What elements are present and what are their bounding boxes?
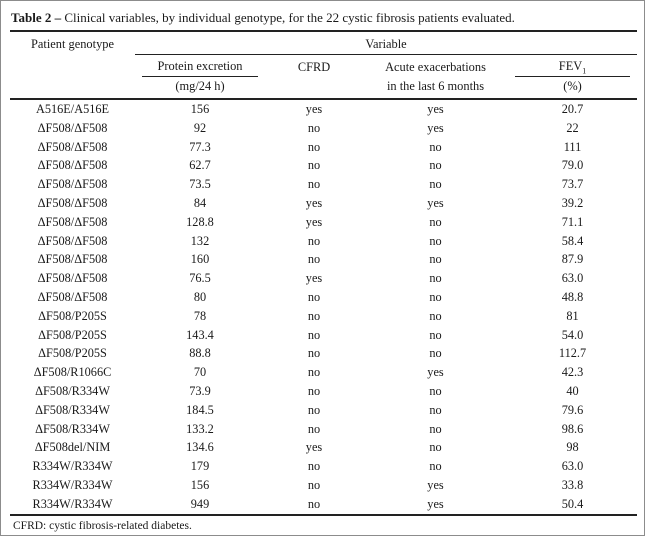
cell-protein-excretion: 128.8 <box>186 214 214 229</box>
cell-patient-genotype: ΔF508/ΔF508 <box>37 139 108 154</box>
cell-fev1: 40 <box>566 383 579 398</box>
cell-fev1: 112.7 <box>558 346 587 361</box>
table-row <box>10 307 637 326</box>
cell-patient-genotype: ΔF508/ΔF508 <box>37 195 108 210</box>
cell-patient-genotype: R334W/R334W <box>32 459 113 474</box>
cell-patient-genotype: ΔF508/ΔF508 <box>37 158 108 173</box>
cell-fev1: 63.0 <box>561 459 584 474</box>
cell-protein-excretion: 77.3 <box>189 139 211 154</box>
table-row <box>10 401 637 420</box>
table-row <box>10 138 637 157</box>
cell-protein-excretion: 62.7 <box>189 158 211 173</box>
cell-cfrd: yes <box>305 214 323 229</box>
column-header-patient-genotype: Patient genotype <box>10 31 135 99</box>
cell-fev1: 58.4 <box>561 233 584 248</box>
table-row <box>10 232 637 251</box>
cell-patient-genotype: ΔF508/ΔF508 <box>37 120 108 135</box>
cell-cfrd: no <box>307 233 321 248</box>
cell-cfrd: no <box>307 421 321 436</box>
cell-exacerbations: no <box>429 421 442 436</box>
cell-cfrd: yes <box>305 271 323 286</box>
cell-patient-genotype: ΔF508/ΔF508 <box>37 233 108 248</box>
cell-patient-genotype: ΔF508/ΔF508 <box>37 289 108 304</box>
cell-exacerbations: no <box>429 177 442 192</box>
cell-cfrd: no <box>307 177 321 192</box>
column-header-protein-excretion <box>135 55 265 78</box>
cell-exacerbations: no <box>429 383 442 398</box>
column-group-header-variable: Variable <box>135 31 637 55</box>
cell-cfrd: no <box>265 495 363 515</box>
cell-cfrd: no <box>307 383 321 398</box>
cell-exacerbations: no <box>429 440 442 455</box>
column-header-exacerbations-line2: in the last 6 months <box>363 77 508 99</box>
cell-protein-excretion: 156 <box>190 102 210 116</box>
cell-protein-excretion: 949 <box>135 495 265 515</box>
table-row <box>10 99 637 119</box>
cell-fev1: 71.1 <box>561 214 584 229</box>
column-header-cfrd-spacer <box>265 77 363 99</box>
cell-fev1: 48.8 <box>561 289 584 304</box>
cell-protein-excretion: 73.9 <box>189 383 211 398</box>
cell-patient-genotype: ΔF508/P205S <box>38 327 107 342</box>
cell-fev1: 33.8 <box>561 477 584 492</box>
cell-protein-excretion: 92 <box>193 120 207 135</box>
cell-exacerbations: yes <box>427 102 444 116</box>
cell-patient-genotype: R334W/R334W <box>32 477 113 492</box>
cell-fev1: 79.0 <box>561 158 584 173</box>
table-row <box>10 156 637 175</box>
cell-patient-genotype: ΔF508/P205S <box>38 346 107 361</box>
cell-cfrd: no <box>307 308 321 323</box>
cell-fev1: 98.6 <box>561 421 584 436</box>
cell-protein-excretion: 143.4 <box>186 327 214 342</box>
cell-fev1: 79.6 <box>561 402 584 417</box>
cell-fev1: 22 <box>566 120 579 135</box>
cell-exacerbations: no <box>429 346 442 361</box>
cell-fev1: 81 <box>566 308 579 323</box>
column-header-fev1-label <box>515 57 630 77</box>
cell-protein-excretion: 160 <box>190 252 210 267</box>
table-caption-label: Table 2 – <box>11 10 62 25</box>
cell-fev1: 73.7 <box>561 177 584 192</box>
cell-cfrd: no <box>307 365 321 380</box>
cell-exacerbations: no <box>429 459 442 474</box>
cell-cfrd: no <box>307 120 321 135</box>
cell-fev1: 87.9 <box>561 252 584 267</box>
table-header <box>10 31 637 99</box>
column-header-fev1 <box>508 55 637 78</box>
cell-cfrd: no <box>307 402 321 417</box>
cell-patient-genotype: ΔF508/R1066C <box>33 365 112 380</box>
cell-protein-excretion: 132 <box>190 233 210 248</box>
table-row <box>10 119 637 138</box>
column-header-protein-excretion-label: Protein excretion <box>142 57 258 77</box>
cell-exacerbations: no <box>429 327 442 342</box>
table-row <box>10 438 637 457</box>
table-row <box>10 420 637 439</box>
cell-exacerbations: no <box>429 233 442 248</box>
table-row <box>10 476 637 495</box>
table-row <box>10 363 637 382</box>
cell-exacerbations: yes <box>427 120 444 135</box>
cell-protein-excretion: 84 <box>193 195 207 210</box>
cell-patient-genotype: R334W/R334W <box>10 495 135 515</box>
cell-cfrd: yes <box>305 102 323 116</box>
cell-protein-excretion: 88.8 <box>189 346 211 361</box>
cell-patient-genotype: ΔF508/ΔF508 <box>37 214 108 229</box>
cell-cfrd: no <box>307 346 321 361</box>
cell-exacerbations: yes <box>427 195 444 210</box>
cell-exacerbations: no <box>429 289 442 304</box>
fev-text: FEV <box>558 59 583 73</box>
table-caption <box>11 9 635 26</box>
cell-fev1: 98 <box>566 440 579 455</box>
cell-exacerbations: no <box>429 139 442 154</box>
cell-protein-excretion: 133.2 <box>186 421 214 436</box>
cell-fev1: 111 <box>563 139 582 154</box>
cell-fev1: 50.4 <box>508 495 637 515</box>
table-row <box>10 326 637 345</box>
cell-cfrd: no <box>307 327 321 342</box>
cell-exacerbations: no <box>429 402 442 417</box>
cell-exacerbations: yes <box>427 477 444 492</box>
header-row-group <box>10 31 637 55</box>
cell-cfrd: yes <box>305 440 323 455</box>
cell-protein-excretion: 179 <box>190 459 210 474</box>
column-header-protein-unit: (mg/24 h) <box>135 77 265 99</box>
cell-patient-genotype: A516E/A516E <box>35 102 110 116</box>
cell-patient-genotype: ΔF508del/NIM <box>34 440 111 455</box>
cell-protein-excretion: 184.5 <box>186 402 214 417</box>
cell-exacerbations: no <box>429 214 442 229</box>
cell-patient-genotype: ΔF508/R334W <box>35 383 110 398</box>
cell-patient-genotype: ΔF508/P205S <box>38 308 107 323</box>
cell-exacerbations: yes <box>363 495 508 515</box>
cell-cfrd: no <box>307 459 321 474</box>
cell-cfrd: no <box>307 158 321 173</box>
table-row <box>10 344 637 363</box>
cell-fev1: 39.2 <box>561 195 584 210</box>
cell-exacerbations: no <box>429 308 442 323</box>
cell-patient-genotype: ΔF508/ΔF508 <box>37 177 108 192</box>
cell-patient-genotype: ΔF508/ΔF508 <box>37 252 108 267</box>
cell-protein-excretion: 134.6 <box>186 440 214 455</box>
table-row <box>10 194 637 213</box>
cell-fev1: 63.0 <box>561 271 584 286</box>
table-row <box>10 250 637 269</box>
cell-protein-excretion: 70 <box>193 365 207 380</box>
fev-subscript: 1 <box>582 66 587 76</box>
column-header-exacerbations-line1: Acute exacerbations <box>385 60 486 74</box>
table-body <box>10 99 637 515</box>
cell-cfrd: no <box>307 252 321 267</box>
cell-exacerbations: no <box>429 271 442 286</box>
cell-exacerbations: no <box>429 158 442 173</box>
table-row <box>10 175 637 194</box>
cell-patient-genotype: ΔF508/R334W <box>35 402 110 417</box>
cell-patient-genotype: ΔF508/R334W <box>35 421 110 436</box>
column-header-cfrd: CFRD <box>297 60 331 74</box>
cell-patient-genotype: ΔF508/ΔF508 <box>37 271 108 286</box>
cell-protein-excretion: 156 <box>190 477 210 492</box>
cell-cfrd: yes <box>305 195 323 210</box>
cell-protein-excretion: 73.5 <box>189 177 211 192</box>
cell-fev1: 20.7 <box>561 102 584 116</box>
table-row <box>10 495 637 515</box>
cell-protein-excretion: 78 <box>193 308 207 323</box>
cell-protein-excretion: 80 <box>193 289 207 304</box>
table-footnote: CFRD: cystic fibrosis-related diabetes. <box>13 519 192 532</box>
cell-fev1: 42.3 <box>561 365 584 380</box>
cell-cfrd: no <box>307 139 321 154</box>
column-header-fev1-unit: (%) <box>508 77 637 99</box>
table-row <box>10 288 637 307</box>
table-row <box>10 269 637 288</box>
table-row <box>10 382 637 401</box>
table-row <box>10 457 637 476</box>
clinical-variables-table <box>10 30 637 516</box>
cell-cfrd: no <box>307 289 321 304</box>
cell-fev1: 54.0 <box>561 327 584 342</box>
cell-exacerbations: yes <box>427 365 444 380</box>
table-caption-text: Clinical variables, by individual genotype, for the 22 cystic fibrosis patients evaluated. <box>61 10 515 25</box>
cell-protein-excretion: 76.5 <box>189 271 211 286</box>
table-row <box>10 213 637 232</box>
cell-cfrd: no <box>307 477 321 492</box>
cell-exacerbations: no <box>429 252 442 267</box>
